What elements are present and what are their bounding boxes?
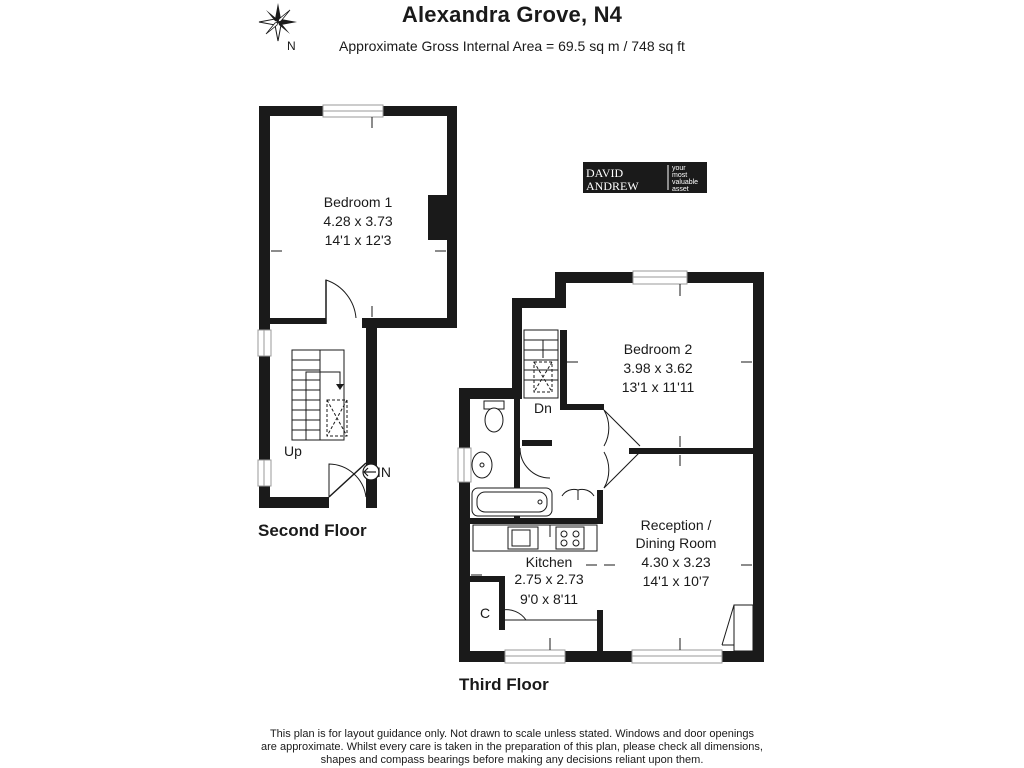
bedroom-1-name: Bedroom 1 (323, 194, 393, 210)
kitchen-name: Kitchen (525, 554, 573, 570)
third-floor-stairs-label: Dn (534, 400, 552, 416)
reception-metric: 4.30 x 3.23 (641, 554, 711, 570)
disclaimer-line: shapes and compass bearings before making any decisions reliant upon them. (320, 754, 704, 766)
compass-rose-icon (259, 3, 297, 41)
kitchen-metric: 2.75 x 2.73 (514, 571, 584, 587)
bedroom-2-metric: 3.98 x 3.62 (623, 360, 693, 376)
disclaimer-line: This plan is for layout guidance only. Not drawn to scale unless stated. Windows and door openings (269, 728, 755, 740)
disclaimer-line: are approximate. Whilst every care is taken in the preparation of this plan, please check all dimensions, (261, 741, 763, 753)
svg-text:valuable: valuable (672, 179, 699, 186)
agency-logo (583, 162, 707, 193)
bedroom-2-imperial: 13'1 x 11'11 (621, 379, 695, 395)
svg-text:most: most (672, 172, 688, 179)
svg-text:ANDREW: ANDREW (586, 179, 639, 193)
reception-imperial: 14'1 x 10'7 (642, 573, 710, 589)
area-subtitle: Approximate Gross Internal Area = 69.5 sq m / 748 sq ft (339, 38, 685, 54)
second-floor-title: Second Floor (258, 521, 367, 540)
compass-north-label: N (287, 39, 296, 53)
bedroom-1-imperial: 14'1 x 12'3 (324, 232, 392, 248)
disclaimer (0, 728, 1024, 767)
second-floor-stairs-label: Up (284, 443, 302, 459)
plan-title: Alexandra Grove, N4 (401, 2, 623, 27)
svg-text:DAVID: DAVID (586, 166, 624, 180)
third-floor-title: Third Floor (459, 675, 549, 694)
reception-name-line1: Reception / (640, 517, 712, 533)
svg-text:your: your (672, 165, 686, 172)
kitchen-imperial: 9'0 x 8'11 (519, 591, 579, 607)
cupboard-label: C (480, 605, 491, 621)
entrance-label: IN (377, 464, 391, 480)
third-floor-plan (458, 271, 764, 663)
bedroom-1-metric: 4.28 x 3.73 (323, 213, 393, 229)
bedroom-2-name: Bedroom 2 (623, 341, 693, 357)
reception-name-line2: Dining Room (635, 535, 717, 551)
svg-text:asset: asset (672, 186, 689, 193)
